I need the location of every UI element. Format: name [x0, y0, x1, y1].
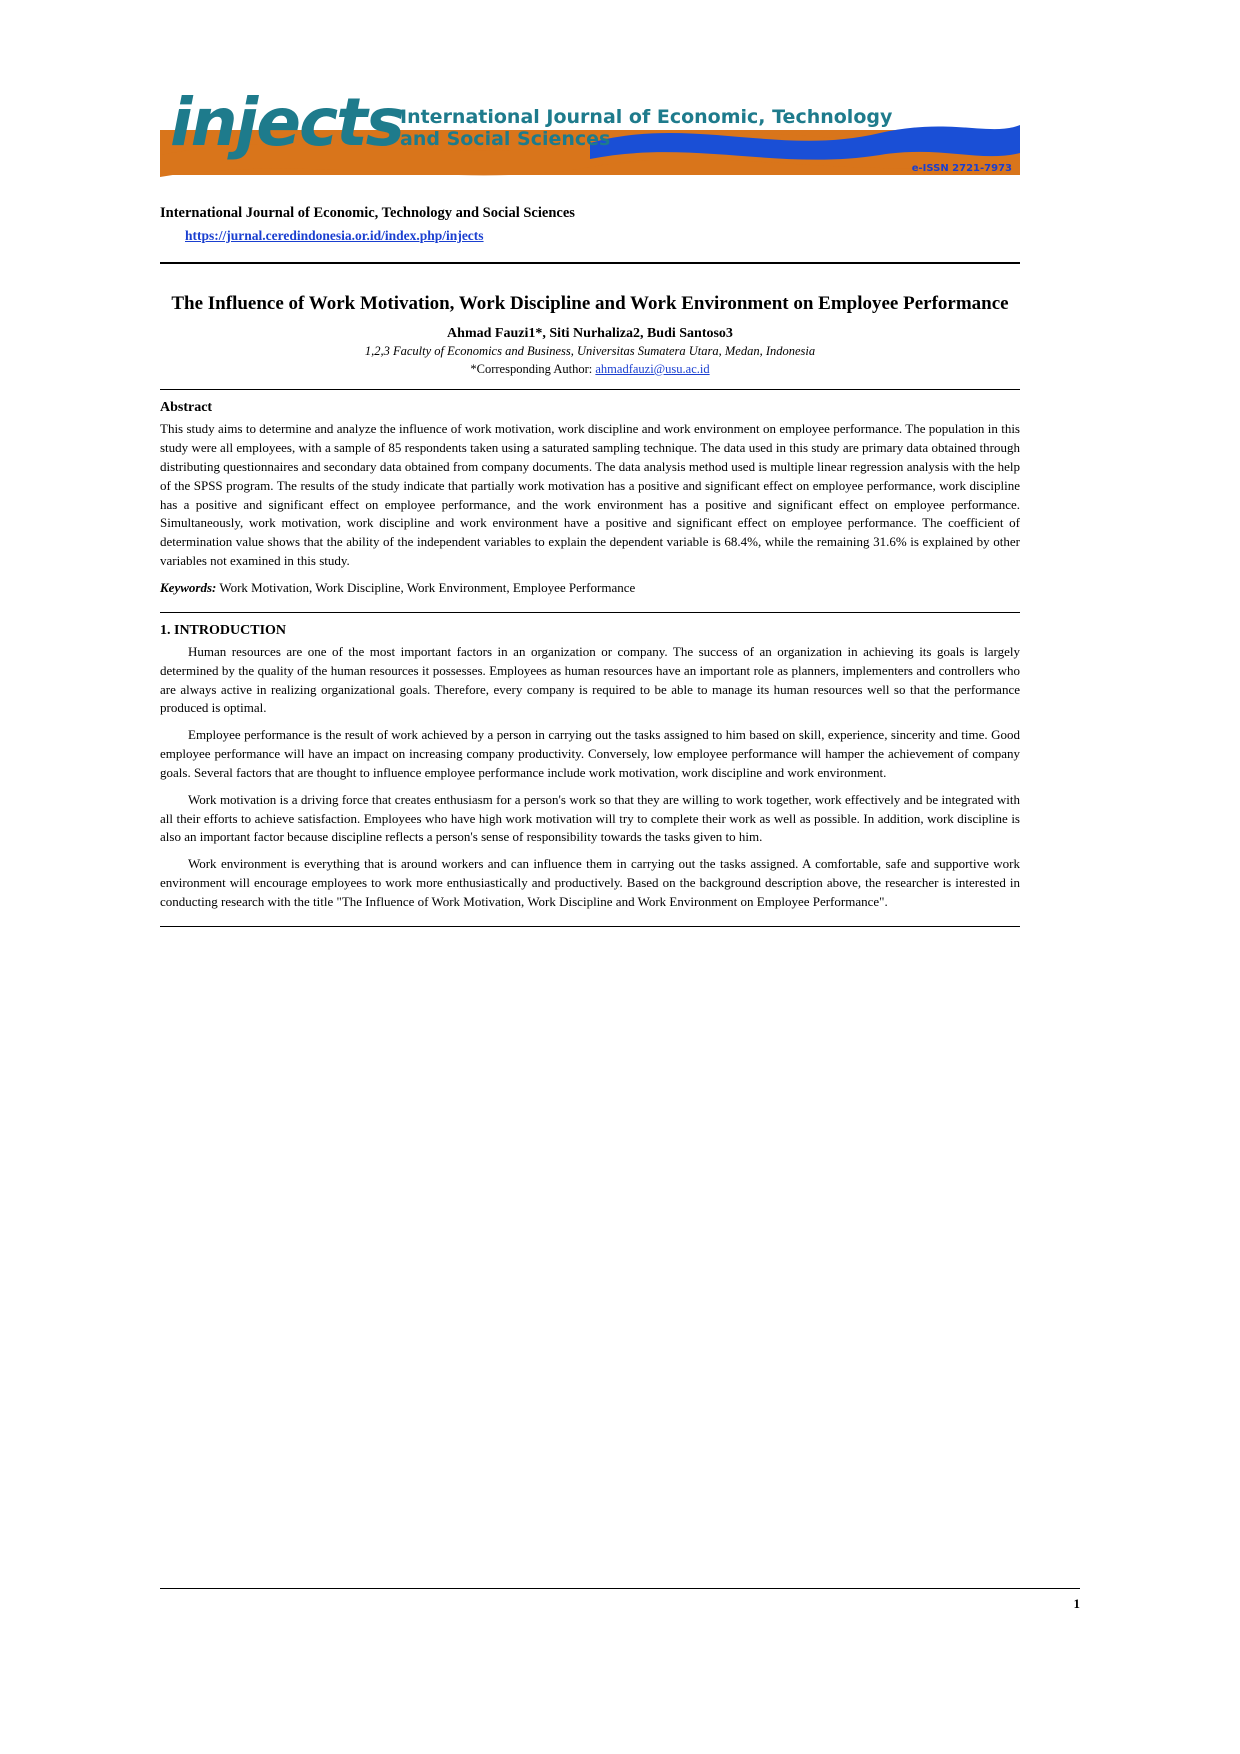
- introduction-paragraph: Employee performance is the result of work achieved by a person in carrying out the tasks assigned to him based on skill, experience, sincerity and time. Good employee performance will have an impact on increasing company productivity. Conversely, low employee performance will hamper the achievement of company goals. Several factors that are thought to influence employee performance include work motivation, work discipline and work environment.: [160, 727, 1020, 780]
- author-affiliation: 1,2,3 Faculty of Economics and Business, Universitas Sumatera Utara, Medan, Indonesia: [364, 343, 816, 358]
- introduction-heading: 1. INTRODUCTION: [160, 622, 287, 638]
- masthead-issn: e-ISSN 2721-7973: [911, 163, 1012, 174]
- footer-divider: [160, 1588, 1080, 1589]
- journal-logo: injects: [170, 84, 403, 161]
- body-bottom-divider: [160, 926, 1020, 927]
- introduction-paragraph: Human resources are one of the most important factors in an organization or company. The success of an organization in achieving its goals is largely determined by the quality of the human resources it possesses. Employees as human resources have an important role as planners, implementers and controllers who are always active in realizing organizational goals. Therefore, every company is required to be able to manage its human resources well so that the performance produced is optimal.: [160, 643, 1020, 716]
- header-journal-name: International Journal of Economic, Technology and Social Sciences: [160, 205, 575, 221]
- keywords-label: Keywords:: [160, 580, 217, 595]
- corresponding-author: [160, 362, 1020, 377]
- article-title: The Influence of Work Motivation, Work Discipline and Work Environment on Employee Performance: [171, 293, 1009, 314]
- article-authors: Ahmad Fauzi1*, Siti Nurhaliza2, Budi Santoso3: [447, 325, 733, 341]
- introduction-paragraph: Work motivation is a driving force that creates enthusiasm for a person's work so that they are willing to work together, work effectively and be integrated with all their efforts to achieve satisfaction. Employees who have high work motivation will try to complete their work as well as possible. In addition, work discipline is also an important factor because discipline reflects a person's sense of responsibility towards the tasks given to him.: [160, 791, 1020, 845]
- keywords-value: Work Motivation, Work Discipline, Work Environment, Employee Performance: [219, 580, 636, 595]
- abstract-label: Abstract: [160, 400, 213, 416]
- abstract-text: This study aims to determine and analyze the influence of work motivation, work discipline and work environment on employee performance. The population in this study were all employees, with a sample of 85 respondents taken using a saturated sampling technique. The data used in this study are primary data obtained through distributing questionnaires and secondary data obtained from company documents. The data analysis method used is multiple linear regression analysis with the help of the SPSS program. The results of the study indicate that partially work motivation has a positive and significant effect on employee performance, work discipline has a positive and significant effect on employee performance, and the work environment has a positive and significant effect on employee performance. Simultaneously, work motivation, work discipline and work environment have a positive and significant effect on employee performance. The coefficient of determination value shows that the ability of the independent variables to explain the dependent variable is 68.4%, while the remaining 31.6% is explained by other variables not examined in this study.: [160, 421, 1020, 569]
- article-body: [160, 292, 1020, 937]
- corresponding-author-email[interactable]: ahmadfauzi@usu.ac.id: [595, 361, 710, 376]
- header-divider: [160, 262, 1020, 264]
- journal-masthead: [160, 85, 1020, 195]
- abstract-bottom-divider: [160, 612, 1020, 613]
- keywords-line: [160, 579, 1020, 598]
- masthead-journal-title: International Journal of Economic, Technology and Social Sciences: [400, 106, 893, 150]
- abstract-block: [160, 400, 1020, 598]
- introduction-paragraph: Work environment is everything that is around workers and can influence them in carrying out the tasks assigned. A comfortable, safe and supportive work environment will encourage employees to work more enthusiastically and productively. Based on the background description above, the researcher is interested in conducting research with the title "The Influence of Work Motivation, Work Discipline and Work Environment on Employee Performance".: [160, 856, 1020, 909]
- abstract-top-divider: [160, 389, 1020, 391]
- corresponding-author-label: *Corresponding Author:: [470, 361, 593, 376]
- header-journal-url[interactable]: https://jurnal.ceredindonesia.or.id/index.php/injects: [185, 228, 484, 243]
- page-number: 1: [1073, 1596, 1080, 1611]
